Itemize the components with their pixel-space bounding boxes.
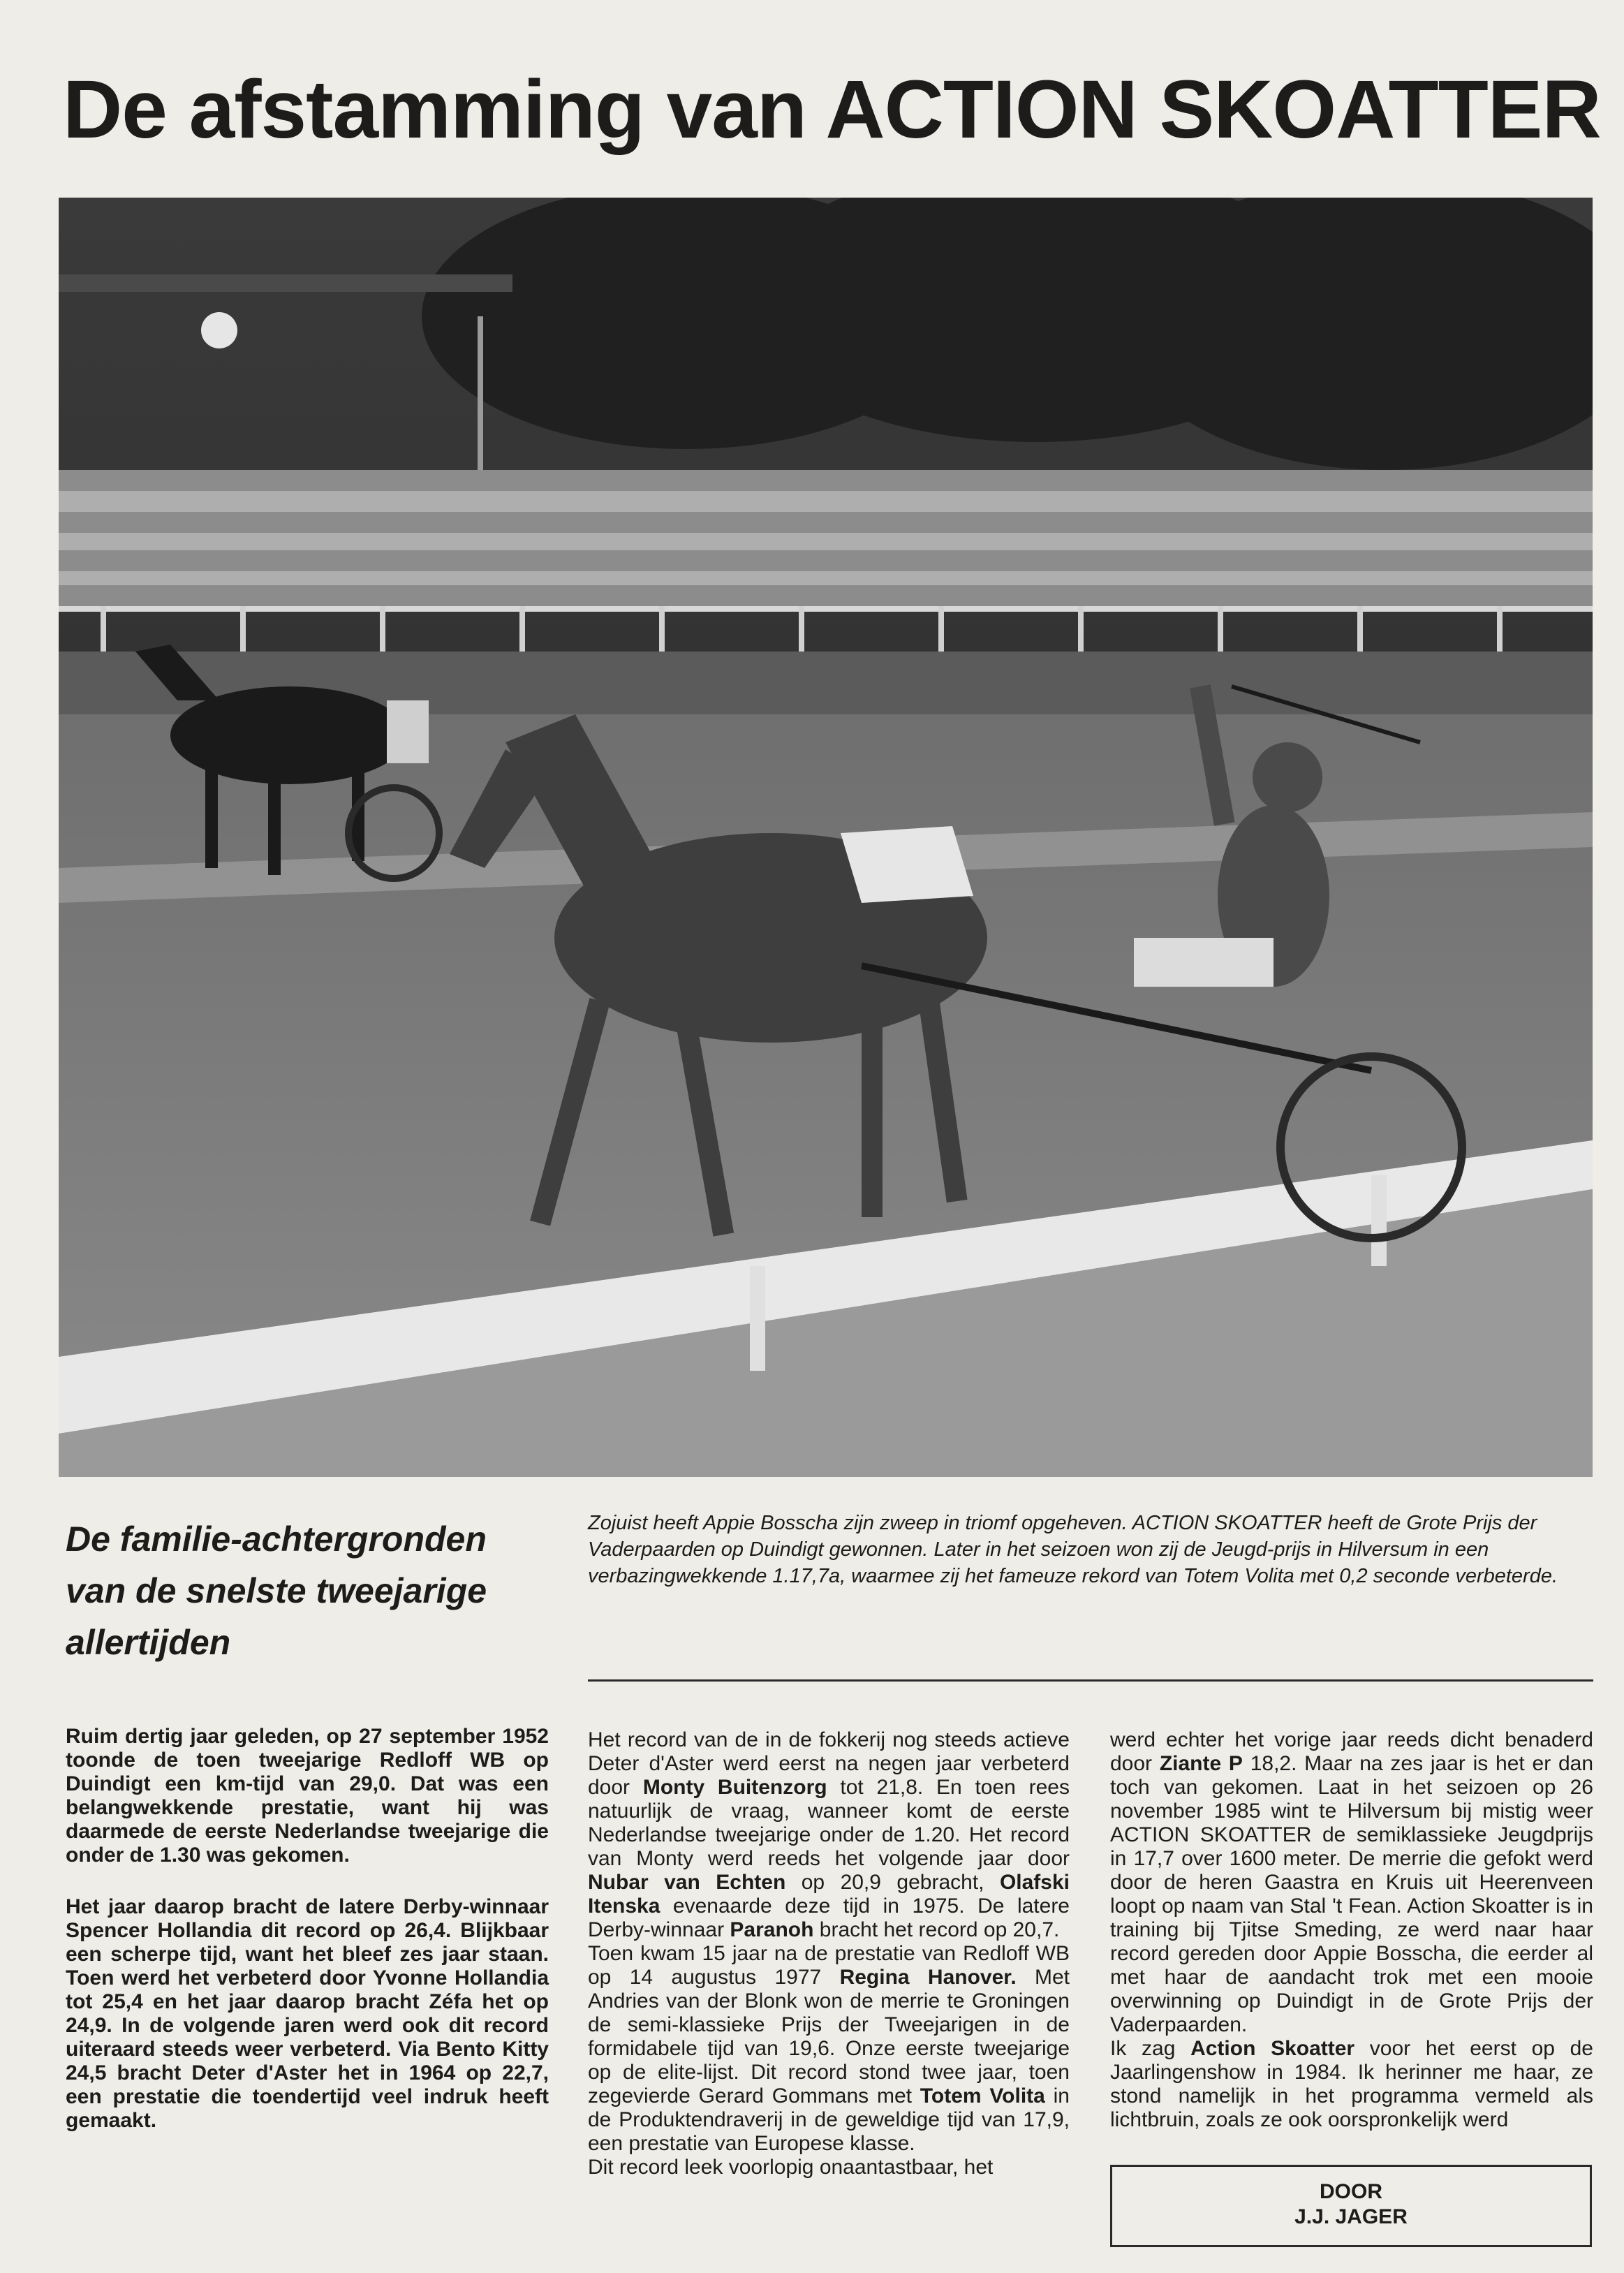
paragraph-jaarlingenshow: Ik zag Action Skoatter voor het eerst op de Jaarlingenshow in 1984. Ik herinner me haar, ze stond namelijk in het programma vermeld als lichtbruin, zoals ze ook oorspronkelijk werd: [1110, 2037, 1593, 2131]
headline: De afstamming van ACTION SKOATTER: [63, 64, 1601, 156]
caption-divider: [588, 1679, 1593, 1682]
article-column-1: [66, 1725, 549, 2133]
article-column-3: [1110, 1728, 1593, 2132]
article-column-2: [588, 1728, 1070, 2179]
byline-author: J.J. JAGER: [1294, 2205, 1408, 2228]
photo-caption: Zojuist heeft Appie Bosscha zijn zweep in triomf opgeheven. ACTION SKOATTER heeft de Grote Prijs der Vaderpaarden op Duindigt gewonnen. Later in het seizoen won zij de Jeugd-prijs in Hilversum in een verbazingwekkende 1.17,7a, waarmee zij het fameuze rekord van Totem Volita met 0,2 seconde verbeterde.: [588, 1512, 1558, 1587]
article-subhead: De familie-achtergronden van de snelste tweejarige allertijden: [66, 1520, 487, 1662]
author-byline: [1110, 2165, 1592, 2247]
paragraph-history: Het jaar daarop bracht de latere Derby-winnaar Spencer Hollandia dit record op 26,4. Blijkbaar een scherpe tijd, want het bleef zes jaar staan. Toen werd het verbeterd door Yvonne Hollandia tot 25,4 en het jaar daarop bracht Zéfa het op 24,9. In de volgende jaren werd ook dit record uiteraard steeds weer verbeterd. Via Bento Kitty 24,5 bracht Deter d'Aster het in 1964 op 22,7, een prestatie die toendertijd veel indruk heeft gemaakt.: [66, 1895, 549, 2132]
byline-label: DOOR: [1320, 2180, 1382, 2203]
harness-race-photo: [59, 198, 1593, 1477]
paragraph-regina: Toen kwam 15 jaar na de prestatie van Redloff WB op 14 augustus 1977 Regina Hanover. Met Andries van der Blonk won de merrie te Groningen de semi-klassieke Prijs der Tweejarigen in de formidabele tijd van 19,6. Onze eerste tweejarige op de elite-lijst. Dit record stond twee jaar, toen zegevierde Gerard Gommans met Totem Volita in de Produktendraverij in de geweldige tijd van 17,9, een prestatie van Europese klasse.: [588, 1942, 1070, 2155]
paragraph-intro: Ruim dertig jaar geleden, op 27 september 1952 toonde de toen tweejarige Redloff WB op Duindigt een km-tijd van 29,0. Dat was een belangwekkende prestatie, want hij was daarmede de eerste Nederlandse tweejarige die onder de 1.30 was gekomen.: [66, 1725, 549, 1867]
paragraph-records: Het record van de in de fokkerij nog steeds actieve Deter d'Aster werd eerst na negen jaar verbeterd door Monty Buitenzorg tot 21,8. En toen rees natuurlijk de vraag, wanneer komt de eerste Nederlandse tweejarige onder de 1.20. Het record van Monty werd reeds het volgende jaar door Nubar van Echten op 20,9 gebracht, Olafski Itenska evenaarde deze tijd in 1975. De latere Derby-winnaar Paranoh bracht het record op 20,7.: [588, 1728, 1070, 1941]
paragraph-continued: Dit record leek voorlopig onaantastbaar, het: [588, 2156, 994, 2179]
paragraph-action-skoatter: werd echter het vorige jaar reeds dicht benaderd door Ziante P 18,2. Maar na zes jaar is het er dan toch van gekomen. Laat in het seizoen op 26 november 1985 wint te Hilversum bij mistig weer ACTION SKOATTER de semiklassieke Jeugdprijs in 17,7 over 1600 meter. De merrie die gefokt werd door de heren Gaastra en Kruis uit Heerenveen loopt op naam van Stal 't Fean. Action Skoatter is in training bij Tjitse Smeding, ze werd naar haar record gereden door Appie Bosscha, die eerder al met haar de aandacht trok met een mooie overwinning op Duindigt in de Grote Prijs der Vaderpaarden.: [1110, 1728, 1593, 2036]
harness-race-illustration: [59, 198, 1593, 1477]
